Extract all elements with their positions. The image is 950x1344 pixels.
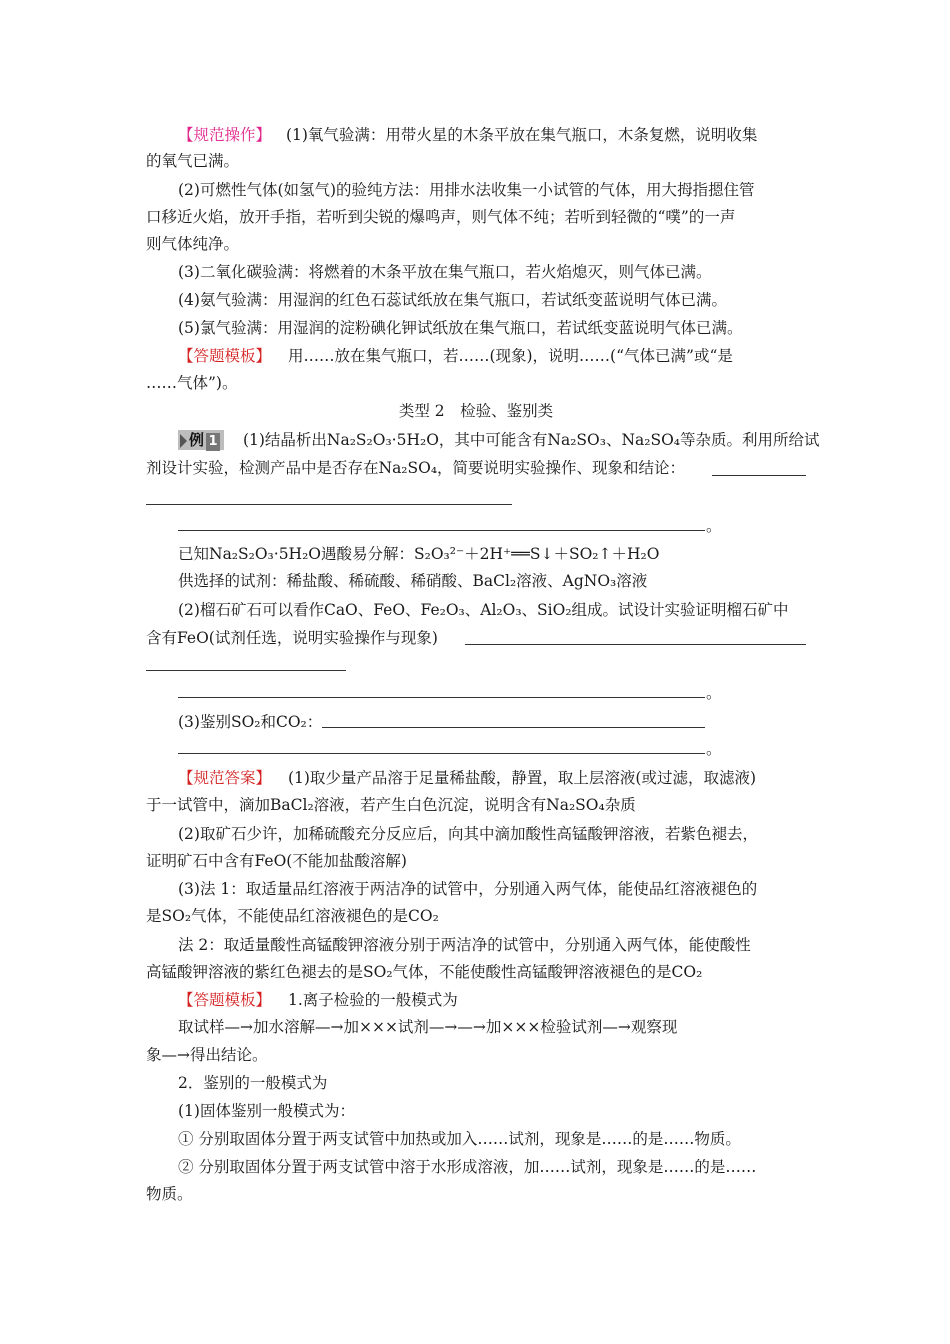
answer-blank (178, 697, 705, 698)
text-line: 则气体纯净。 (146, 235, 240, 253)
text-line: 供选择的试剂：稀盐酸、稀硫酸、稀硝酸、BaCl₂溶液、AgNO₃溶液 (178, 572, 648, 590)
template-tag: 【答题模板】 (178, 991, 272, 1009)
norm-op-tag: 【规范操作】 (178, 126, 272, 144)
answer-blank (146, 670, 346, 671)
text-line: 物质。 (146, 1185, 193, 1203)
text-line: 1.离子检验的一般模式为 (287, 991, 458, 1009)
example-number: 1 (206, 433, 220, 451)
text-line: (1)结晶析出Na₂S₂O₃·5H₂O，其中可能含有Na₂SO₃、Na₂SO₄等杂质。利用所给试 (242, 431, 820, 449)
answer-blank (178, 530, 705, 531)
answer-blank (146, 504, 512, 505)
answer-blank (178, 753, 705, 754)
text-line: (2)取矿石少许，加稀硫酸充分反应后，向其中滴加酸性高锰酸钾溶液，若紫色褪去， (178, 825, 758, 843)
template-tag: 【答题模板】 (178, 347, 272, 365)
text-line: (3)法 1：取适量品红溶液于两洁净的试管中，分别通入两气体，能使品红溶液褪色的 (178, 880, 758, 898)
text-line: ① 分别取固体分置于两支试管中加热或加入……试剂，现象是……的是……物质。 (178, 1130, 741, 1148)
text-line: 于一试管中，滴加BaCl₂溶液，若产生白色沉淀，说明含有Na₂SO₄杂质 (146, 796, 636, 814)
text-line: 剂设计实验，检测产品中是否存在Na₂SO₄，简要说明实验操作、现象和结论： (146, 459, 686, 477)
text-line: (1)氧气验满：用带火星的木条平放在集气瓶口，木条复燃，说明收集 (285, 126, 758, 144)
text-line: 证明矿石中含有FeO(不能加盐酸溶解) (146, 852, 407, 870)
answer-tag: 【规范答案】 (178, 769, 272, 787)
text-line: 已知Na₂S₂O₃·5H₂O遇酸易分解：S₂O₃²⁻＋2H⁺══S↓＋SO₂↑＋H₂O (178, 545, 660, 563)
text-line: 用……放在集气瓶口，若……(现象)，说明……(“气体已满”或“是 (287, 347, 733, 365)
paragraph-template (178, 345, 733, 367)
section-title: 类型 2 检验、鉴别类 (398, 402, 554, 420)
text-line: (2)榴石矿石可以看作CaO、FeO、Fe₂O₃、Al₂O₃、SiO₂组成。试设计实验证明榴石矿中 (178, 601, 789, 619)
play-arrow-icon (180, 434, 187, 448)
text-line: (3)二氧化碳验满：将燃着的木条平放在集气瓶口，若火焰熄灭，则气体已满。 (178, 263, 712, 281)
answer-blank (322, 727, 705, 728)
text-line: 取试样—→加水溶解—→加×××试剂—→—→加×××检验试剂—→观察现 (178, 1018, 678, 1036)
period: 。 (706, 684, 722, 702)
text-line: (5)氯气验满：用湿润的淀粉碘化钾试纸放在集气瓶口，若试纸变蓝说明气体已满。 (178, 319, 743, 337)
answer-blank (465, 644, 806, 645)
text-line: ② 分别取固体分置于两支试管中溶于水形成溶液，加……试剂，现象是……的是…… (178, 1158, 757, 1176)
text-line: (1)取少量产品溶于足量稀盐酸，静置，取上层溶液(或过滤，取滤液) (287, 769, 757, 787)
period: 。 (706, 740, 722, 758)
example-label: 例 (189, 431, 205, 449)
answer-paragraph (178, 767, 756, 789)
text-line: (4)氨气验满：用湿润的红色石蕊试纸放在集气瓶口，若试纸变蓝说明气体已满。 (178, 291, 727, 309)
text-line: (2)可燃性气体(如氢气)的验纯方法：用排水法收集一小试管的气体，用大拇指摁住管 (178, 181, 755, 199)
template-paragraph (178, 989, 458, 1011)
text-line: 象—→得出结论。 (146, 1046, 268, 1064)
text-line: 法 2：取适量酸性高锰酸钾溶液分别于两洁净的试管中，分别通入两气体，能使酸性 (178, 936, 751, 954)
text-line: (3)鉴别SO₂和CO₂： (178, 713, 323, 731)
text-line: 含有FeO(试剂任选，说明实验操作与现象) (146, 629, 438, 647)
text-line: 是SO₂气体，不能使品红溶液褪色的是CO₂ (146, 907, 439, 925)
example-badge (178, 430, 224, 450)
text-line: 2．鉴别的一般模式为 (178, 1074, 328, 1092)
text-line: ……气体”)。 (146, 374, 238, 392)
example-line (178, 429, 820, 451)
text-line: 的氧气已满。 (146, 152, 240, 170)
period: 。 (706, 517, 722, 535)
paragraph-oxygen (178, 124, 757, 146)
answer-blank (712, 475, 806, 476)
text-line: 高锰酸钾溶液的紫红色褪去的是SO₂气体，不能使酸性高锰酸钾溶液褪色的是CO₂ (146, 963, 703, 981)
text-line: (1)固体鉴别一般模式为： (178, 1102, 355, 1120)
text-line: 口移近火焰，放开手指，若听到尖锐的爆鸣声，则气体不纯；若听到轻微的“噗”的一声 (146, 208, 736, 226)
